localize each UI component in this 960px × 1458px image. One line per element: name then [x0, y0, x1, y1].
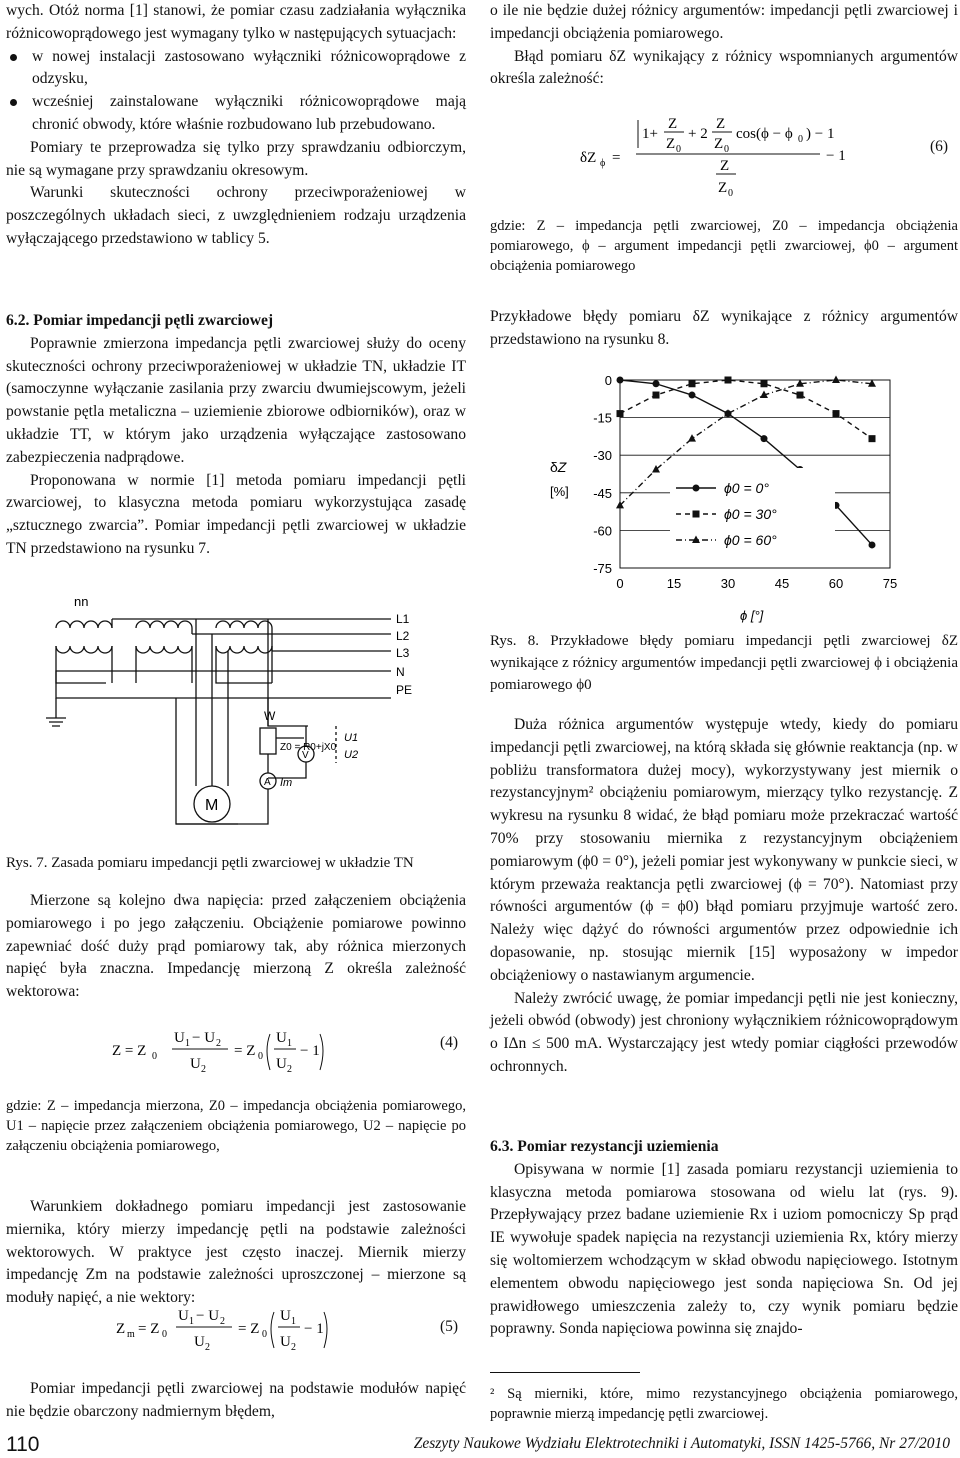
legend-label: ϕ0 = 30°: [724, 506, 777, 522]
svg-text:0: 0: [676, 144, 681, 155]
svg-text:U: U: [178, 1308, 189, 1324]
svg-text:0: 0: [724, 144, 729, 155]
x-tick-label: 30: [720, 576, 736, 591]
svg-text:− 1: − 1: [826, 148, 846, 164]
motor-label: M: [205, 797, 219, 814]
y-tick-label: -75: [593, 561, 612, 576]
paragraph: Duża różnica argumentów występuje wtedy, kiedy do pomiaru impedancji pętli zwarciowej, na którą składa się głównie reaktancja (np. w pobliżu transformatora dużej mocy), wykorzystywany jest miernik o rezystancyjnym² obciążeniu pomiarowym, mierzący tylko rezystancję. Z wykresu na rysunku 8 widać, że błąd pomiaru może przekraczać wartość 70% przy stosowaniu miernika z rezystancyjnym obciążeniem pomiarowym (ϕ0 = 0°), jeżeli pomiar jest wykonywany w punkcie sieci, w którym przeważa reaktancja pętli zwarciowej (ϕ = 70°). Natomiast przy równości argumentów (ϕ = ϕ0) błąd pomiaru przyjmuje wartość zero. Należy więc dążyć do równości argumentów przez odpowiednie ich dopasowanie, np. stosując miernik [15] wyposażony w impedor obciążeniowy o nastawianym argumencie.: [490, 716, 958, 984]
label-nn: nn: [74, 594, 89, 609]
journal-name: Zeszyty Naukowe Wydziału Elektrotechniki i Automatyki, ISSN 1425-5766, Nr 27/2010: [413, 1435, 950, 1452]
data-point: [688, 434, 696, 442]
svg-text:0: 0: [152, 1051, 157, 1062]
data-point: [833, 410, 840, 417]
svg-text:U: U: [174, 1030, 185, 1046]
svg-text:U: U: [194, 1334, 205, 1350]
z0-label: Z0 = R0+jX0: [280, 742, 337, 753]
data-point: [653, 392, 660, 399]
y-tick-label: -30: [593, 448, 612, 464]
x-tick-label: 0: [616, 576, 624, 591]
where-block-6: gdzie: Z – impedancja pętli zwarciowej, Z0 – impedancja obciążenia pomiarowego, ϕ – argument impedancji pętli zwarciowej, ϕ0 – argument obciążenia pomiarowego: [490, 218, 958, 274]
fig7-caption: Rys. 7. Zasada pomiaru impedancji pętli zwarciowej w układzie TN: [6, 855, 414, 871]
data-point: [689, 380, 696, 387]
data-point: [761, 435, 768, 442]
x-tick-label: 45: [774, 576, 790, 591]
footnote: ² Są mierniki, które, mimo rezystancyjnego obciążenia pomiarowego, poprawnie mierzą impedancję pętli zwarciowej.: [490, 1386, 958, 1422]
line-label-pe: PE: [396, 683, 413, 697]
legend-label: ϕ0 = 0°: [724, 480, 769, 496]
data-point: [725, 377, 732, 384]
line-label-l2: L2: [396, 629, 410, 643]
paragraph: Warunki skuteczności ochrony przeciwporażeniowej w poszczególnych układach sieci, z uwzględnieniem rodzaju urządzenia wyłączającego przedstawiono w tablicy 5.: [6, 184, 466, 247]
y-axis-label-unit: [%]: [550, 484, 569, 499]
fig8-caption: Rys. 8. Przykładowe błędy pomiaru impedancji pętli zwarciowej δZ wynikające z różnicy argumentów impedancji pętli zwarciowej ϕ i obciążenia pomiarowego ϕ0: [490, 633, 958, 693]
data-point: [617, 410, 624, 417]
voltmeter-label: V: [302, 750, 309, 761]
y-tick-label: -45: [593, 485, 612, 501]
svg-text:− 1: − 1: [300, 1043, 320, 1059]
svg-text:U: U: [190, 1056, 201, 1072]
paragraph: o ile nie będzie dużej różnicy argumentów: impedancji pętli zwarciowej i impedancji obciążenia pomiarowego.: [490, 2, 958, 42]
y-tick-label: -60: [593, 523, 612, 539]
svg-text:+ 2: + 2: [688, 126, 708, 142]
list-item: wcześniej zainstalowane wyłączniki różnicowoprądowe mają chronić obwody, które właśnie rozbudowano lub przebudowano.: [6, 91, 466, 137]
svg-text:2: 2: [220, 1316, 225, 1327]
data-point: [797, 392, 804, 399]
paragraph: wych. Otóż norma [1] stanowi, że pomiar czasu zadziałania wyłącznika różnicowoprądowego jest wymagany tylko w następujących sytuacjach:: [6, 2, 466, 42]
right-column-fig-intro: [490, 306, 958, 352]
section-heading: 6.2. Pomiar impedancji pętli zwarciowej: [6, 312, 274, 329]
legend-marker: [693, 485, 700, 492]
svg-text:Z: Z: [668, 116, 678, 132]
paragraph: Błąd pomiaru δZ wynikający z różnicy wspomnianych argumentów określa zależność:: [490, 47, 958, 88]
svg-text:ϕ: ϕ: [600, 158, 606, 169]
svg-text:U: U: [276, 1056, 287, 1072]
svg-text:= Z: = Z: [138, 1321, 160, 1337]
left-column-section: [6, 310, 466, 561]
where-block-4: gdzie: Z – impedancja mierzona, Z0 – impedancja obciążenia pomiarowego, U1 – napięcie przez załączeniem obciążenia pomiarowego, U2 – napięcie po załączeniu obciążenia pomiarowego,: [6, 1098, 466, 1154]
svg-text:1: 1: [287, 1038, 292, 1049]
paragraph: Poprawnie zmierzona impedancja pętli zwarciowej służy do oceny skuteczności ochrony przeciwporażeniowej w układzie TN, układzie IT (samoczynne wyłączanie zasilania przy zwarciu dwumiejscowym, jeżeli powstanie pętla metaliczna – uziemienie zbiorowe odbiorników), oraz w układzie TT, w którym jako urządzenia wyłączające zastosowano zabezpieczenia nadprądowe.: [6, 334, 466, 466]
left-column-top: [6, 0, 466, 251]
svg-text:2: 2: [287, 1064, 292, 1075]
bullet-list: [6, 46, 466, 137]
svg-text:= Z: = Z: [234, 1043, 256, 1059]
svg-text:Z = Z: Z = Z: [112, 1043, 147, 1059]
data-point: [689, 392, 696, 399]
svg-text:1: 1: [291, 1316, 296, 1327]
data-point: [832, 376, 840, 384]
footnote-rule: [490, 1372, 640, 1373]
svg-text:cos(ϕ − ϕ: cos(ϕ − ϕ: [736, 126, 793, 142]
svg-text:= Z: = Z: [238, 1321, 260, 1337]
svg-text:1+: 1+: [642, 126, 658, 142]
ammeter-label: A: [264, 777, 271, 788]
svg-text:Z: Z: [116, 1321, 126, 1337]
equation-number: (4): [440, 1034, 459, 1051]
series-line: [620, 380, 872, 439]
svg-text:0: 0: [798, 134, 803, 145]
svg-text:− 1: − 1: [304, 1321, 324, 1337]
svg-text:m: m: [127, 1329, 135, 1340]
im-label: Im: [280, 777, 293, 789]
section-heading: 6.3. Pomiar rezystancji uziemienia: [490, 1138, 719, 1155]
svg-text:1: 1: [185, 1038, 190, 1049]
legend-label: ϕ0 = 60°: [724, 532, 777, 548]
x-tick-label: 60: [828, 576, 844, 591]
data-point: [617, 377, 624, 384]
equation-6: [580, 108, 880, 204]
svg-text:Z: Z: [718, 180, 728, 196]
left-column-bottom: [6, 1378, 466, 1424]
list-item: w nowej instalacji zastosowano wyłączniki różnicowoprądowe z odzysku,: [6, 46, 466, 92]
svg-text:Z: Z: [666, 136, 676, 152]
svg-text:U: U: [276, 1030, 287, 1046]
paragraph: Należy zwrócić uwagę, że pomiar impedancji pętli nie jest konieczny, jeżeli obwód (obwody) jest chroniony wyłącznikiem różnicowoprądowym o IΔn ≤ 500 mA. Wystarczający jest wtedy pomiar ciągłości przewodów ochronnych.: [490, 989, 958, 1075]
data-point: [761, 380, 768, 387]
svg-text:0: 0: [262, 1329, 267, 1340]
x-axis-label: ϕ [°]: [740, 608, 764, 623]
svg-text:0: 0: [258, 1051, 263, 1062]
paragraph: Warunkiem dokładnego pomiaru impedancji jest zastosowanie miernika, który mierzy impedancję pętli na podstawie zależności wektorowych. W praktyce jest często inaczej. Miernik mierzy impedancję Zm na podstawie zależności uproszczonej – mierzone są moduły napięć, a nie wektory:: [6, 1198, 466, 1307]
svg-text:2: 2: [291, 1342, 296, 1353]
page-number: 110: [6, 1433, 40, 1456]
equation-4: [110, 1020, 350, 1080]
line-label-n: N: [396, 665, 405, 679]
svg-text:Z: Z: [716, 116, 726, 132]
paragraph: Pomiar impedancji pętli zwarciowej na podstawie modułów napięć nie będzie obarczony nadmiernym błędem,: [6, 1380, 466, 1420]
y-axis-label-delta: δZ: [550, 459, 567, 475]
svg-text:=: =: [612, 150, 621, 166]
svg-text:2: 2: [216, 1038, 221, 1049]
svg-text:0: 0: [162, 1329, 167, 1340]
right-column-top: [490, 0, 958, 91]
paragraph: Proponowana w normie [1] metoda pomiaru impedancji pętli zwarciowej, to klasyczna metoda pomiaru wykorzystująca zasadę „sztucznego zwarcia”. Pomiar impedancji pętli zwarciowej w układzie TN przedstawiono na rysunku 7.: [6, 471, 466, 557]
paragraph: Pomiary te przeprowadza się tylko przy sprawdzaniu odbiorczym, nie są wymagane przy sprawdzaniu okresowym.: [6, 138, 466, 179]
fig8-chart: [540, 368, 920, 628]
svg-text:2: 2: [201, 1064, 206, 1075]
svg-text:δZ: δZ: [580, 150, 597, 166]
equation-number: (5): [440, 1318, 459, 1335]
left-column-lower: [6, 1196, 466, 1310]
svg-text:Z: Z: [720, 158, 730, 174]
paragraph: Mierzone są kolejno dwa napięcia: przed załączeniem obciążenia pomiarowego i po jego załączeniu. Obciążenie pomiarowe powinno zapewniać dość duży prąd pomiarowy tak, aby różnica mierzonych napięć była znaczna. Impedancję mierzoną Z określa zależność wektorowa:: [6, 892, 466, 1001]
data-point: [869, 435, 876, 442]
u2-label: U2: [344, 749, 359, 761]
equation-5: [114, 1298, 354, 1358]
u1-label: U1: [344, 732, 359, 744]
svg-text:2: 2: [205, 1342, 210, 1353]
svg-text:− U: − U: [192, 1030, 216, 1046]
fig7-circuit: [36, 588, 436, 833]
svg-text:0: 0: [728, 188, 733, 199]
x-tick-label: 75: [882, 576, 898, 591]
right-column-section: [490, 1136, 958, 1341]
data-point: [869, 541, 876, 548]
x-tick-label: 15: [666, 576, 682, 591]
svg-text:) − 1: ) − 1: [806, 126, 835, 142]
svg-text:1: 1: [189, 1316, 194, 1327]
svg-text:Z: Z: [714, 136, 724, 152]
data-point: [653, 380, 660, 387]
data-point: [652, 465, 660, 473]
svg-text:U: U: [280, 1334, 291, 1350]
paragraph: Przykładowe błędy pomiaru δZ wynikające z różnicy argumentów przedstawiono na rysunku 8.: [490, 308, 958, 348]
svg-text:U: U: [280, 1308, 291, 1324]
right-column-middle: [490, 714, 958, 1079]
left-column-middle: [6, 890, 466, 1004]
y-tick-label: -15: [593, 410, 612, 426]
equation-number: (6): [930, 138, 949, 155]
legend-marker: [693, 511, 700, 518]
y-tick-label: 0: [604, 373, 612, 388]
paragraph: Opisywana w normie [1] zasada pomiaru rezystancji uziemienia to klasyczna metoda pomiarowa stosowana od wielu lat (rys. 9). Przepływający przez badane uziemienie Rx i uziom pomocniczy Sp prąd IE wywołuje spadek napięcia na rezystancji uziemienia Rx, który mierzy się woltomierzem wchodzącym w skład obwodu napięciowego. Istotnym elementem obwodu napięciowego jest sonda napięciowa Sn. Od jej prawidłowego umieszczenia zależy to, czy wynik pomiaru będzie poprawny. Sonda napięciowa powinna się znajdo-: [490, 1160, 958, 1338]
svg-text:− U: − U: [196, 1308, 220, 1324]
line-label-l1: L1: [396, 612, 410, 626]
line-label-l3: L3: [396, 646, 410, 660]
wattmeter-label: W: [264, 709, 276, 723]
